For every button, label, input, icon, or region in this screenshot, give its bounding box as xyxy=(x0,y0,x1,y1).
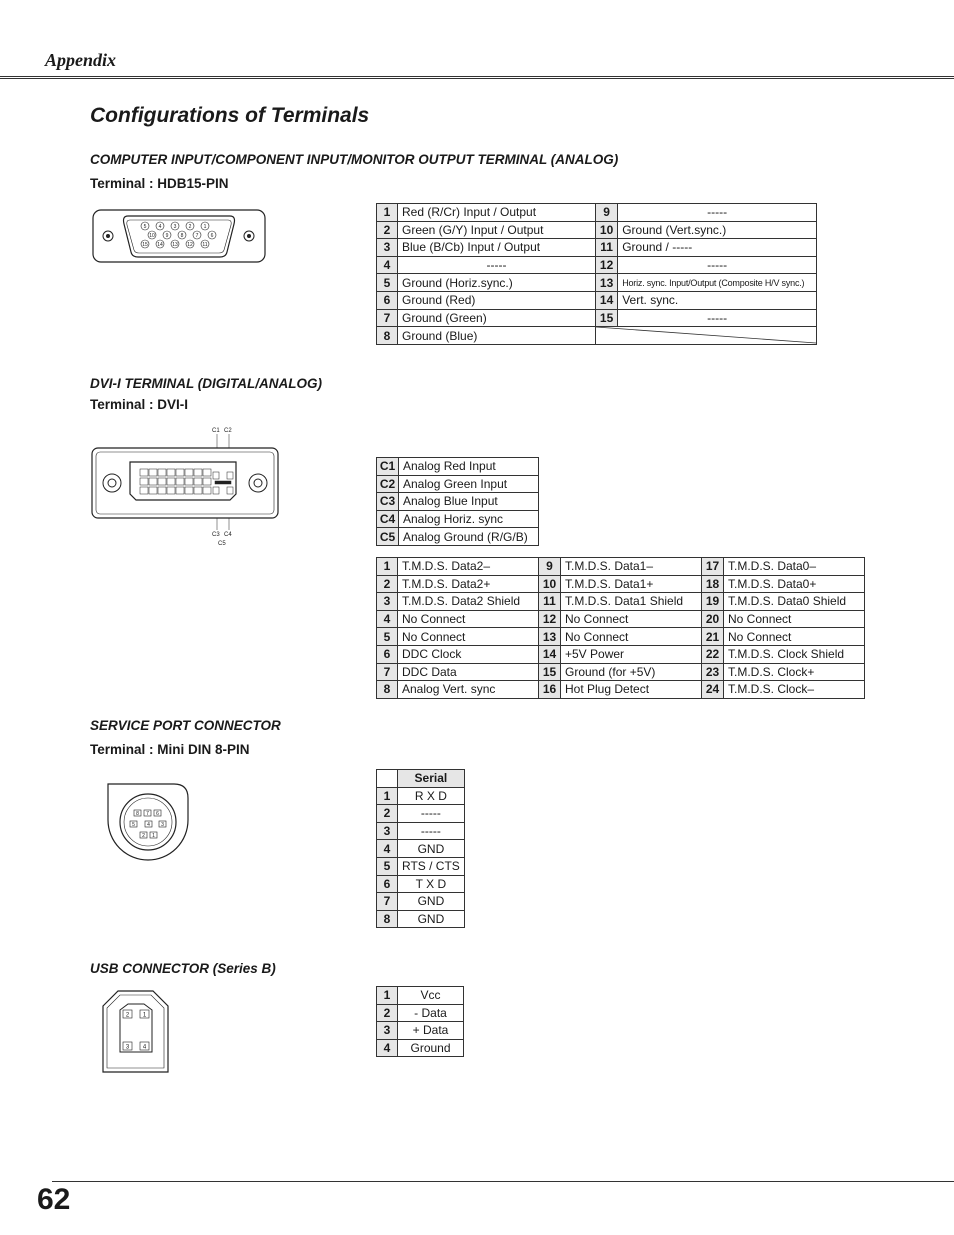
vga-pin-label: 11 xyxy=(202,242,208,248)
vga-pin-label: 13 xyxy=(172,242,178,248)
pin-number: 1 xyxy=(377,987,398,1005)
table-row xyxy=(377,840,465,858)
pin-number: 6 xyxy=(377,875,398,893)
pin-number: 12 xyxy=(539,610,561,628)
pin-number: 17 xyxy=(702,558,724,576)
pin-number: 5 xyxy=(377,628,398,646)
pin-description: T.M.D.S. Clock+ xyxy=(724,663,865,681)
pin-number: 2 xyxy=(377,1004,398,1022)
empty-cell xyxy=(596,327,817,345)
pin-description: No Connect xyxy=(398,610,539,628)
pin-description: ----- xyxy=(398,256,596,274)
vga-pin-label: 6 xyxy=(210,233,214,239)
pin-number: 3 xyxy=(377,593,398,611)
table-row xyxy=(377,221,817,239)
table-row xyxy=(377,475,539,493)
pin-description: GND xyxy=(398,893,465,911)
pin-number: 1 xyxy=(377,204,398,222)
vga-pin-label: 2 xyxy=(188,224,192,230)
page-number: 62 xyxy=(37,1183,71,1216)
pin-number: 8 xyxy=(377,681,398,699)
table-header-row xyxy=(377,770,465,788)
table-row xyxy=(377,610,865,628)
dvi-c5-label: C5 xyxy=(218,541,226,547)
pin-number: 14 xyxy=(539,645,561,663)
pin-description: Horiz. sync. Input/Output (Composite H/V sync.) xyxy=(618,274,817,292)
pin-number: 24 xyxy=(702,681,724,699)
table-row xyxy=(377,558,865,576)
pin-description: Analog Blue Input xyxy=(399,493,539,511)
pin-number: 2 xyxy=(377,575,398,593)
table-row xyxy=(377,256,817,274)
header-rule xyxy=(0,76,954,79)
pin-number: 13 xyxy=(596,274,618,292)
table-row xyxy=(377,681,865,699)
dvi-terminal-label: Terminal : DVI-I xyxy=(90,397,189,412)
pin-description: Ground (for +5V) xyxy=(561,663,702,681)
pin-number: C2 xyxy=(377,475,399,493)
pin-number: 3 xyxy=(377,239,398,257)
pin-description: Ground xyxy=(398,1039,464,1057)
vga-pin-label: 10 xyxy=(149,233,155,239)
usb-heading: USB CONNECTOR (Series B) xyxy=(90,961,276,976)
mini-din-connector-diagram xyxy=(104,780,192,868)
pin-description: Ground (Horiz.sync.) xyxy=(398,274,596,292)
pin-number: 23 xyxy=(702,663,724,681)
pin-number: C5 xyxy=(377,528,399,546)
pin-number: 8 xyxy=(377,910,398,928)
pin-description: T.M.D.S. Data1 Shield xyxy=(561,593,702,611)
pin-number: 8 xyxy=(377,327,398,345)
pin-description: Analog Ground (R/G/B) xyxy=(399,528,539,546)
pin-description: Ground (Green) xyxy=(398,309,596,327)
pin-description: Ground (Red) xyxy=(398,291,596,309)
pin-description: Analog Red Input xyxy=(399,458,539,476)
pin-description: T.M.D.S. Data1– xyxy=(561,558,702,576)
pin-number: 2 xyxy=(377,221,398,239)
pin-number: 2 xyxy=(377,805,398,823)
pin-number: C4 xyxy=(377,510,399,528)
pin-number: 18 xyxy=(702,575,724,593)
pin-description: T.M.D.S. Data1+ xyxy=(561,575,702,593)
empty-header-cell xyxy=(377,770,398,788)
pin-description: Ground / ----- xyxy=(618,239,817,257)
din-pin-label: 1 xyxy=(152,833,155,839)
dvi-c4-label: C4 xyxy=(224,532,232,538)
pin-description: T.M.D.S. Clock Shield xyxy=(724,645,865,663)
column-header-serial: Serial xyxy=(398,770,465,788)
pin-description: +5V Power xyxy=(561,645,702,663)
pin-number: 1 xyxy=(377,558,398,576)
table-row xyxy=(377,910,465,928)
table-row xyxy=(377,528,539,546)
pin-number: 10 xyxy=(539,575,561,593)
table-row xyxy=(377,663,865,681)
table-row xyxy=(377,628,865,646)
usb-pin-label: 3 xyxy=(125,1044,130,1051)
vga-pin-table xyxy=(376,203,817,345)
pin-number: 3 xyxy=(377,822,398,840)
table-row xyxy=(377,204,817,222)
pin-number: 13 xyxy=(539,628,561,646)
table-row xyxy=(377,593,865,611)
pin-number: 15 xyxy=(539,663,561,681)
pin-number: C1 xyxy=(377,458,399,476)
table-row xyxy=(377,327,817,345)
pin-description: Analog Vert. sync xyxy=(398,681,539,699)
pin-number: 21 xyxy=(702,628,724,646)
pin-number: 6 xyxy=(377,645,398,663)
pin-description: Ground (Vert.sync.) xyxy=(618,221,817,239)
pin-number: C3 xyxy=(377,493,399,511)
dvi-heading: DVI-I TERMINAL (DIGITAL/ANALOG) xyxy=(90,376,322,391)
pin-number: 3 xyxy=(377,1022,398,1040)
pin-number: 7 xyxy=(377,663,398,681)
vga-pin-label: 12 xyxy=(187,242,193,248)
pin-description: Green (G/Y) Input / Output xyxy=(398,221,596,239)
table-row xyxy=(377,987,464,1005)
service-pin-table xyxy=(376,769,465,928)
pin-number: 10 xyxy=(596,221,618,239)
dvi-c1-label: C1 xyxy=(212,428,220,434)
dvi-connector-diagram xyxy=(90,424,282,549)
pin-number: 5 xyxy=(377,857,398,875)
pin-description: No Connect xyxy=(724,628,865,646)
table-row xyxy=(377,291,817,309)
pin-number: 11 xyxy=(539,593,561,611)
pin-description: T.M.D.S. Data0– xyxy=(724,558,865,576)
din-pin-label: 6 xyxy=(156,811,159,817)
table-row xyxy=(377,805,465,823)
din-pin-label: 8 xyxy=(136,811,139,817)
usb-pin-table xyxy=(376,986,464,1057)
vga-pin-label: 8 xyxy=(180,233,184,239)
pin-description: T.M.D.S. Data0 Shield xyxy=(724,593,865,611)
usb-pin-label: 2 xyxy=(125,1012,130,1019)
pin-number: 12 xyxy=(596,256,618,274)
din-pin-label: 7 xyxy=(146,811,149,817)
pin-description: T.M.D.S. Clock– xyxy=(724,681,865,699)
pin-description: Hot Plug Detect xyxy=(561,681,702,699)
pin-description: Red (R/Cr) Input / Output xyxy=(398,204,596,222)
table-row xyxy=(377,274,817,292)
table-row xyxy=(377,510,539,528)
dvi-pin-grid xyxy=(140,469,233,494)
pin-description: Vcc xyxy=(398,987,464,1005)
pin-description: Analog Green Input xyxy=(399,475,539,493)
pin-description: T.M.D.S. Data2– xyxy=(398,558,539,576)
pin-description: Blue (B/Cb) Input / Output xyxy=(398,239,596,257)
pin-number: 20 xyxy=(702,610,724,628)
pin-number: 4 xyxy=(377,1039,398,1057)
usb-pin-label: 1 xyxy=(142,1012,147,1019)
pin-number: 9 xyxy=(596,204,618,222)
diagonal-strike xyxy=(596,327,816,344)
table-row xyxy=(377,787,465,805)
pin-description: ----- xyxy=(398,805,465,823)
vga-connector-diagram xyxy=(90,202,270,270)
pin-description: T.M.D.S. Data0+ xyxy=(724,575,865,593)
vga-pin-label: 4 xyxy=(158,224,162,230)
din-pin-label: 4 xyxy=(147,822,150,828)
pin-description: GND xyxy=(398,910,465,928)
vga-pin-label: 3 xyxy=(173,224,177,230)
table-row xyxy=(377,857,465,875)
pin-number: 19 xyxy=(702,593,724,611)
table-row xyxy=(377,309,817,327)
vga-pin-label: 15 xyxy=(142,242,148,248)
footer-rule xyxy=(52,1181,954,1182)
din-pin-label: 3 xyxy=(161,822,164,828)
vga-pin-label: 14 xyxy=(157,242,163,248)
pin-number: 14 xyxy=(596,291,618,309)
table-row xyxy=(377,1039,464,1057)
din-pin-label: 5 xyxy=(132,822,135,828)
vga-pin-label: 9 xyxy=(165,233,169,239)
pin-description: ----- xyxy=(398,822,465,840)
pin-description: No Connect xyxy=(561,628,702,646)
usb-b-connector-diagram xyxy=(100,988,172,1076)
table-row xyxy=(377,239,817,257)
pin-description: Ground (Blue) xyxy=(398,327,596,345)
pin-number: 4 xyxy=(377,256,398,274)
pin-description: Analog Horiz. sync xyxy=(399,510,539,528)
pin-description: R X D xyxy=(398,787,465,805)
table-row xyxy=(377,1004,464,1022)
pin-description: RTS / CTS xyxy=(398,857,465,875)
pin-description: T X D xyxy=(398,875,465,893)
pin-number: 4 xyxy=(377,610,398,628)
dvi-analog-pin-table xyxy=(376,457,539,546)
dvi-digital-pin-table xyxy=(376,557,865,699)
pin-number: 22 xyxy=(702,645,724,663)
pin-number: 1 xyxy=(377,787,398,805)
pin-number: 15 xyxy=(596,309,618,327)
pin-description: No Connect xyxy=(561,610,702,628)
pin-number: 9 xyxy=(539,558,561,576)
pin-number: 7 xyxy=(377,893,398,911)
table-row xyxy=(377,645,865,663)
usb-pin-label: 4 xyxy=(142,1044,147,1051)
table-row xyxy=(377,493,539,511)
din-pin-label: 2 xyxy=(142,833,145,839)
pin-description: - Data xyxy=(398,1004,464,1022)
service-heading: SERVICE PORT CONNECTOR xyxy=(90,718,281,733)
dvi-c3-label: C3 xyxy=(212,532,220,538)
vga-heading: COMPUTER INPUT/COMPONENT INPUT/MONITOR OUTPUT TERMINAL (ANALOG) xyxy=(90,152,619,167)
pin-number: 16 xyxy=(539,681,561,699)
pin-number: 11 xyxy=(596,239,618,257)
table-row xyxy=(377,822,465,840)
pin-description: No Connect xyxy=(398,628,539,646)
table-row xyxy=(377,458,539,476)
pin-description: DDC Clock xyxy=(398,645,539,663)
pin-number: 7 xyxy=(377,309,398,327)
page-title: Configurations of Terminals xyxy=(90,104,370,127)
pin-description: + Data xyxy=(398,1022,464,1040)
table-row xyxy=(377,875,465,893)
pin-description: GND xyxy=(398,840,465,858)
pin-description: DDC Data xyxy=(398,663,539,681)
dvi-c2-label: C2 xyxy=(224,428,232,434)
pin-description: T.M.D.S. Data2+ xyxy=(398,575,539,593)
pin-number: 4 xyxy=(377,840,398,858)
pin-description: ----- xyxy=(618,309,817,327)
table-row xyxy=(377,893,465,911)
service-terminal-label: Terminal : Mini DIN 8-PIN xyxy=(90,742,250,757)
pin-description: T.M.D.S. Data2 Shield xyxy=(398,593,539,611)
pin-description: ----- xyxy=(618,256,817,274)
pin-number: 5 xyxy=(377,274,398,292)
table-row xyxy=(377,575,865,593)
section-header: Appendix xyxy=(45,50,117,70)
vga-pin-label: 5 xyxy=(143,224,147,230)
table-row xyxy=(377,1022,464,1040)
pin-number: 6 xyxy=(377,291,398,309)
vga-terminal-label: Terminal : HDB15-PIN xyxy=(90,176,229,191)
vga-pin-label: 7 xyxy=(195,233,199,239)
vga-pin-label: 1 xyxy=(203,224,207,230)
pin-description: ----- xyxy=(618,204,817,222)
pin-description: Vert. sync. xyxy=(618,291,817,309)
pin-description: No Connect xyxy=(724,610,865,628)
